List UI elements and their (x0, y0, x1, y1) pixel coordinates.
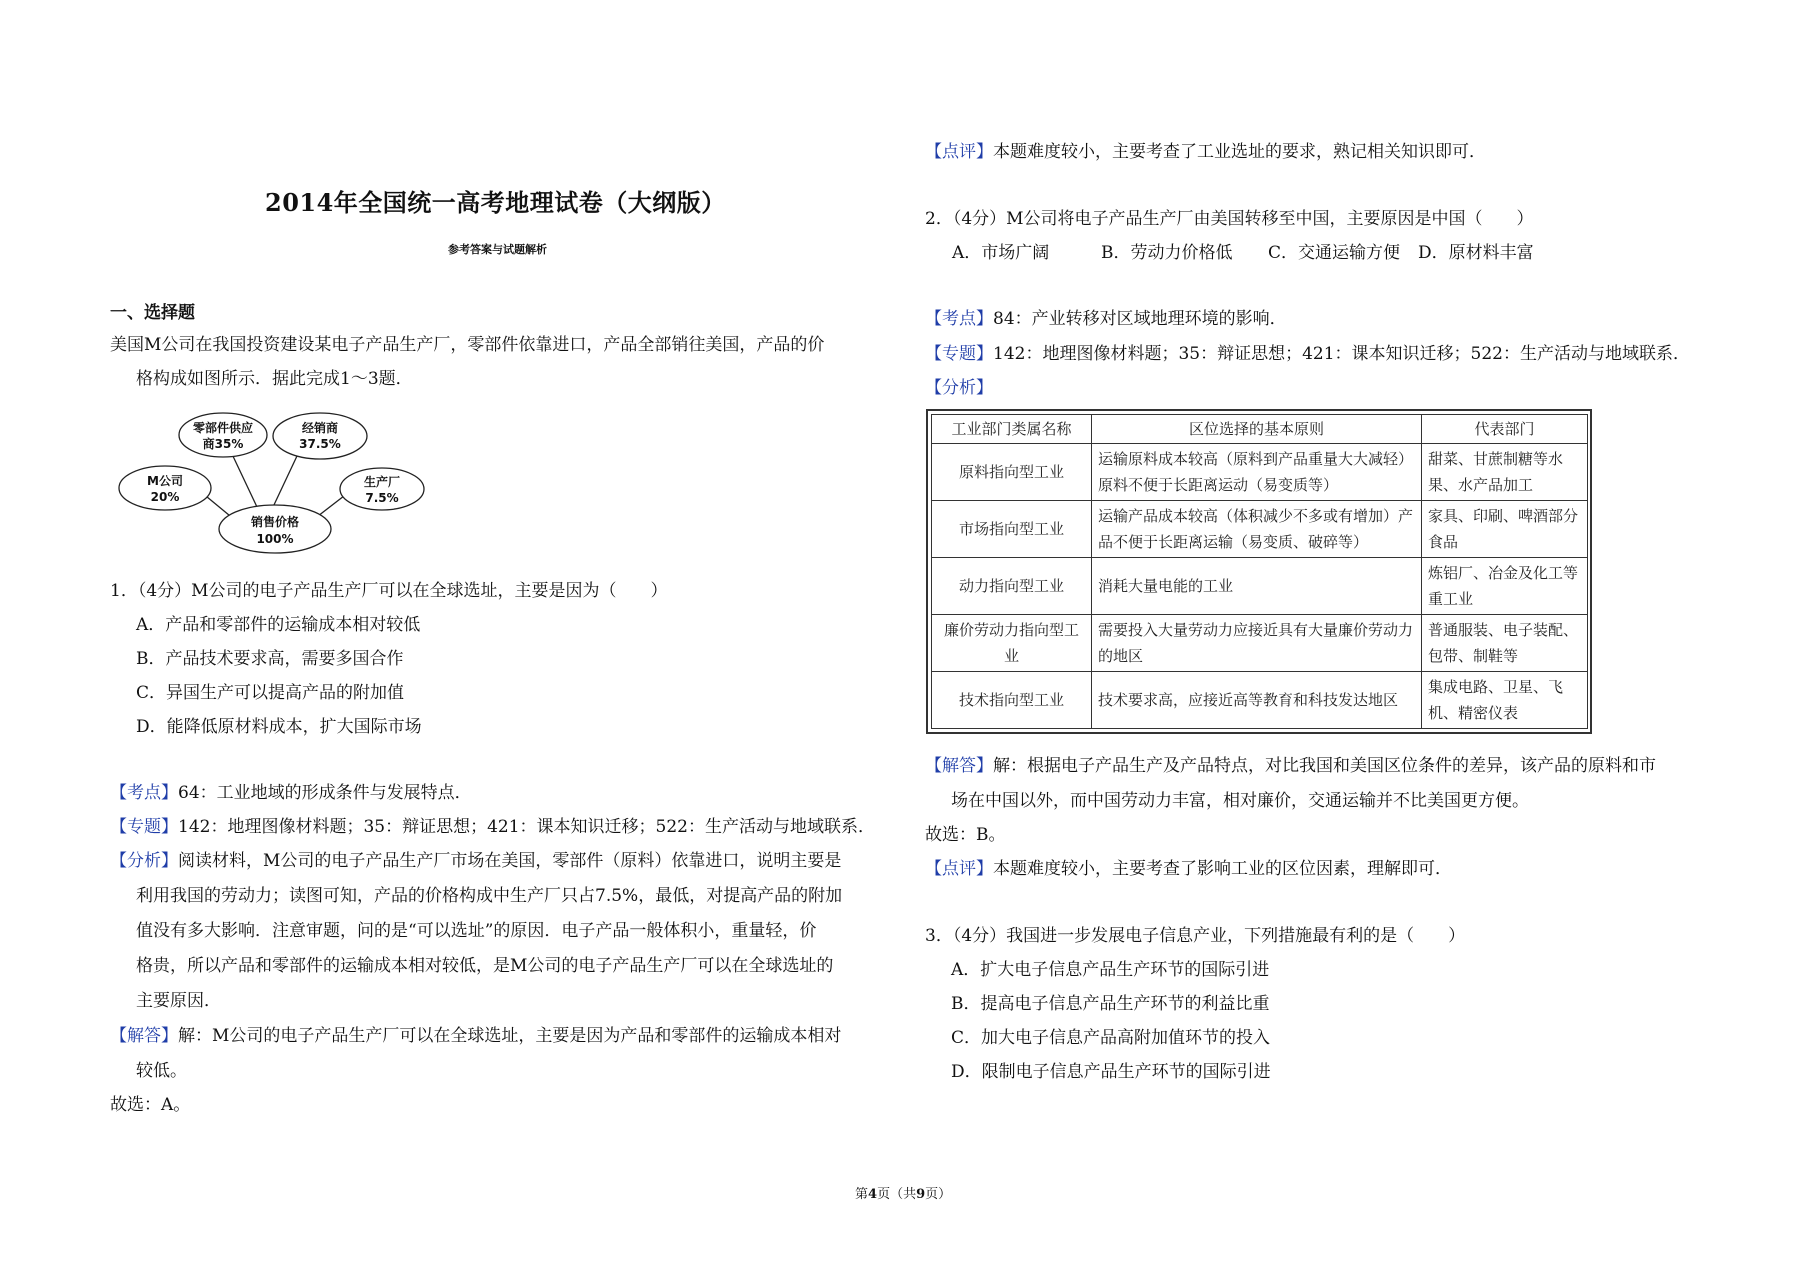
table-cell: 技术指向型工业 (932, 672, 1092, 729)
distributor-node (273, 413, 367, 459)
q1-jieda: 【解答】解：M公司的电子产品生产厂可以在全球选址，主要是因为产品和零部件的运输成本相对 (110, 1026, 842, 1046)
q2-option-b: B．劳动力价格低 (1101, 243, 1233, 263)
q1-zhuanti: 【专题】142：地理图像材料题；35：辩证思想；421：课本知识迁移；522：生产活动与地域联系． (110, 817, 875, 837)
zhuanti-tag: 专题 (127, 817, 161, 837)
q1-kaodian: 【考点】64：工业地域的形成条件与发展特点． (110, 783, 472, 803)
fenxi-tag: 分析 (942, 378, 976, 398)
table-header: 区位选择的基本原则 (1092, 415, 1422, 444)
q2-kaodian: 【考点】84：产业转移对区域地理环境的影响． (925, 309, 1287, 329)
q3-option-d: D．限制电子信息产品生产环节的国际引进 (951, 1062, 1271, 1082)
document-title: 2014年全国统一高考地理试卷（大纲版） (265, 188, 726, 217)
q3-option-c: C．加大电子信息产品高附加值环节的投入 (951, 1028, 1271, 1048)
factory-value: 7.5% (365, 491, 399, 505)
q1-dianping: 【点评】本题难度较小，主要考查了工业选址的要求，熟记相关知识即可． (925, 142, 1486, 162)
q2-jieda: 【解答】解：根据电子产品生产及产品特点，对比我国和美国区位条件的差异，该产品的原料和市 (925, 756, 1656, 776)
q1-fenxi-line-5: 主要原因． (136, 991, 221, 1011)
table-cell: 家具、印刷、啤酒部分食品 (1422, 501, 1588, 558)
table-cell: 需要投入大量劳动力应接近具有大量廉价劳动力的地区 (1092, 615, 1422, 672)
table-cell: 普通服装、电子装配、包带、制鞋等 (1422, 615, 1588, 672)
kaodian-tag: 考点 (127, 783, 161, 803)
q3-option-a: A．扩大电子信息产品生产环节的国际引进 (951, 960, 1270, 980)
distributor-label: 经销商 (301, 421, 339, 435)
dianping-tag: 点评 (942, 142, 976, 162)
q1-fenxi-line-3: 值没有多大影响．注意审题，问的是“可以选址”的原因．电子产品一般体积小，重量轻，价 (136, 921, 817, 941)
factory-label: 生产厂 (363, 475, 401, 489)
table-cell: 技术要求高，应接近高等教育和科技发达地区 (1092, 672, 1422, 729)
dianping-tag: 点评 (942, 859, 976, 879)
distributor-value: 37.5% (299, 437, 341, 451)
m-company-label: M公司 (147, 474, 183, 488)
price-composition-diagram (115, 405, 435, 555)
q2-dianping: 【点评】本题难度较小，主要考查了影响工业的区位因素，理解即可． (925, 859, 1452, 879)
q1-fenxi: 【分析】阅读材料，M公司的电子产品生产厂市场在美国，零部件（原料）依靠进口，说明主要是 (110, 851, 842, 871)
parts-supplier-value: 商35% (202, 437, 244, 451)
table-header: 代表部门 (1422, 415, 1588, 444)
table-cell: 廉价劳动力指向型工业 (932, 615, 1092, 672)
q1-fenxi-line-4: 格贵，所以产品和零部件的运输成本相对较低，是M公司的电子产品生产厂可以在全球选址的 (136, 956, 834, 976)
q2-answer: 故选：B。 (925, 825, 1006, 845)
q2-fenxi: 【分析】 (925, 378, 993, 398)
table-cell: 集成电路、卫星、飞机、精密仪表 (1422, 672, 1588, 729)
table-row (932, 615, 1588, 672)
current-page-number: 4 (868, 1187, 878, 1202)
m-company-value: 20% (150, 490, 180, 504)
table-cell: 运输原料成本较高（原料到产品重量大大减轻）原料不便于长距离运动（易变质等） (1092, 444, 1422, 501)
table-row (932, 672, 1588, 729)
fenxi-tag: 分析 (127, 851, 161, 871)
q1-fenxi-line-2: 利用我国的劳动力；读图可知，产品的价格构成中生产厂只占7.5%，最低，对提高产品的附加 (136, 886, 843, 906)
intro-line-2: 格构成如图所示．据此完成1～3题． (136, 369, 413, 389)
total-page-number: 9 (916, 1187, 926, 1202)
q3-stem: 3．（4分）我国进一步发展电子信息产业，下列措施最有利的是（ ） (925, 926, 1466, 946)
table-cell: 市场指向型工业 (932, 501, 1092, 558)
q1-option-c: C．异国生产可以提高产品的附加值 (136, 683, 405, 703)
q1-option-b: B．产品技术要求高，需要多国合作 (136, 649, 404, 669)
zhuanti-tag: 专题 (942, 344, 976, 364)
table-cell: 原料指向型工业 (932, 444, 1092, 501)
sales-price-label: 销售价格 (250, 515, 300, 529)
table-cell: 甜菜、甘蔗制糖等水果、水产品加工 (1422, 444, 1588, 501)
sales-price-value: 100% (256, 532, 294, 546)
q1-option-d: D．能降低原材料成本，扩大国际市场 (136, 717, 422, 737)
q3-option-b: B．提高电子信息产品生产环节的利益比重 (951, 994, 1270, 1014)
industry-location-table-frame (926, 409, 1592, 734)
table-cell: 消耗大量电能的工业 (1092, 558, 1422, 615)
table-row (932, 558, 1588, 615)
table-header-row (932, 415, 1588, 444)
intro-line-1: 美国M公司在我国投资建设某电子产品生产厂，零部件依靠进口，产品全部销往美国，产品的价 (110, 335, 825, 355)
q2-option-a: A．市场广阔 (952, 243, 1050, 263)
q2-stem: 2．（4分）M公司将电子产品生产厂由美国转移至中国，主要原因是中国（ ） (925, 209, 1534, 229)
table-cell: 运输产品成本较高（体积减少不多或有增加）产品不便于长距离运输（易变质、破碎等） (1092, 501, 1422, 558)
parts-supplier-label: 零部件供应 (192, 421, 254, 435)
q1-stem: 1．（4分）M公司的电子产品生产厂可以在全球选址，主要是因为（ ） (110, 581, 668, 601)
table-cell: 炼铝厂、冶金及化工等重工业 (1422, 558, 1588, 615)
page-footer: 第4页（共9页） (855, 1187, 952, 1202)
table-row (932, 501, 1588, 558)
jieda-tag: 解答 (127, 1026, 161, 1046)
q2-option-c: C．交通运输方便 (1268, 243, 1401, 263)
q2-jieda-line-2: 场在中国以外，而中国劳动力丰富，相对廉价，交通运输并不比美国更方便。 (951, 791, 1529, 811)
q1-answer: 故选：A。 (110, 1095, 191, 1115)
section-heading: 一、选择题 (110, 303, 195, 323)
table-row (932, 444, 1588, 501)
table-header: 工业部门类属名称 (932, 415, 1092, 444)
table-cell: 动力指向型工业 (932, 558, 1092, 615)
q1-option-a: A．产品和零部件的运输成本相对较低 (136, 615, 421, 635)
industry-location-table (931, 414, 1588, 729)
jieda-tag: 解答 (942, 756, 976, 776)
q2-zhuanti: 【专题】142：地理图像材料题；35：辩证思想；421：课本知识迁移；522：生产活动与地域联系． (925, 344, 1690, 364)
q1-jieda-line-2: 较低。 (136, 1061, 187, 1081)
document-subtitle: 参考答案与试题解析 (448, 243, 547, 256)
kaodian-tag: 考点 (942, 309, 976, 329)
q2-option-d: D．原材料丰富 (1418, 243, 1534, 263)
